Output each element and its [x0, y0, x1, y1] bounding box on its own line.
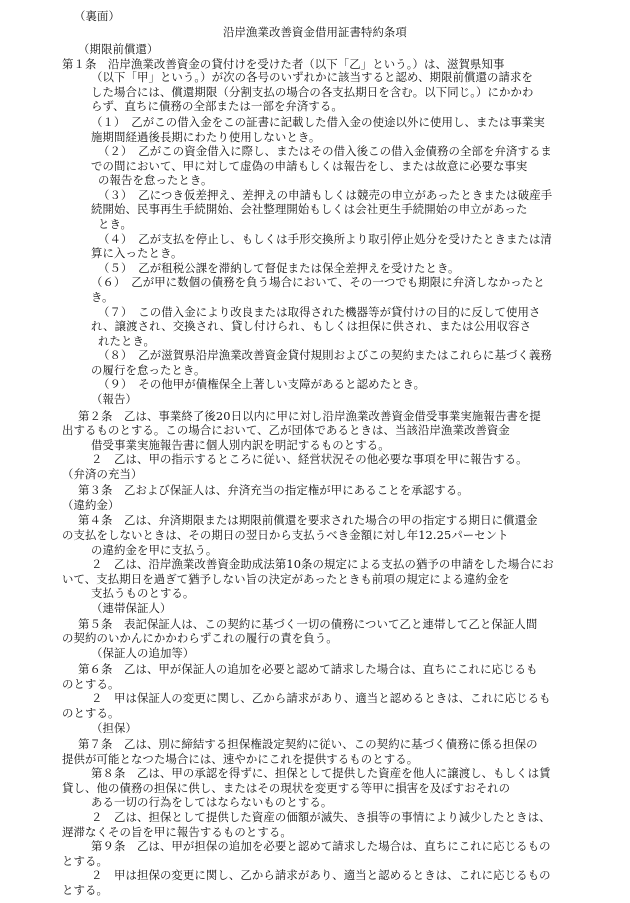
text-line: での間において、甲に対して虚偽の申請もしくは報告をし、または故意に必要な事実 [91, 158, 528, 173]
text-line: の報告を怠ったとき。 [98, 173, 213, 188]
text-line: した場合には、償還期限（分割支払の場合の各支払期日を含む。以下同じ。）にかかわ [91, 84, 534, 99]
text-line: （５） 乙が租税公課を滞納して督促または保全差押えを受けたとき。 [98, 260, 460, 275]
text-line: （６） 乙が甲に数個の債務を負う場合において、その一つでも期限に弁済しなかったと [91, 275, 545, 290]
text-line: 貸し、他の債務の担保に供し、またはその現状を変更する等甲に損害を及ぼすおそれの [62, 780, 511, 795]
text-line: 支払うものとする。 [91, 586, 195, 601]
text-line: 出するものとする。この場合において、乙が団体であるときは、当該沿岸漁業改善資金 [62, 423, 510, 438]
text-line: 遅滞なくその旨を甲に報告するものとする。 [62, 824, 292, 839]
text-line: （報告） [91, 392, 137, 406]
text-line: 算に入ったとき。 [91, 246, 183, 261]
text-line: 第８条 乙は、甲の承認を得ずに、担保として提供した資産を他人に譲渡し、もしくは賃 [91, 766, 551, 781]
text-line: とき。 [98, 217, 133, 231]
text-line: （１） 乙がこの借入金をこの証書に記載した借入金の使途以外に使用し、または事業実 [91, 114, 545, 129]
text-line: 第９条 乙は、甲が担保の追加を必要と認めて請求した場合は、直ちにこれに応じるもの [91, 839, 551, 854]
text-line: （２） 乙がこの資金借入に際し、またはその借入後この借入金債務の全部を弁済するま [98, 144, 552, 159]
text-line: （９） その他甲が債権保全上著しい支障があると認めたとき。 [98, 377, 426, 392]
text-line: のとする。 [62, 676, 120, 691]
text-line: （４） 乙が支払を停止し、もしくは手形交換所より取引停止処分を受けたときまたは清 [98, 231, 552, 246]
text-line: （担保） [91, 720, 137, 735]
text-line: （弁済の充当） [62, 466, 143, 481]
text-line: のとする。 [62, 706, 120, 721]
text-line: （連帯保証人） [91, 601, 172, 616]
text-line: ２ 甲は担保の変更に関し、乙から請求があり、適当と認めるときは、これに応じるもの [91, 868, 551, 883]
text-line: いて、支払期日を過ぎて猶予しない旨の決定があったときも前項の規定による違約金を [62, 571, 510, 586]
text-line: れたとき。 [98, 333, 155, 348]
text-line: 続開始、民事再生手続開始、会社整理開始もしくは会社更生手続開始の申立があった [91, 202, 528, 217]
text-line: ある一切の行為をしてはならないものとする。 [91, 795, 333, 810]
text-line: （３） 乙につき仮差押え、差押えの申請もしくは競売の申立があったときまたは破産手 [98, 187, 553, 202]
text-line: れ、譲渡され、交換され、貸し付けられ、もしくは担保に供され、または公用収容さ [91, 319, 532, 334]
text-line: 提供が可能となつた場合には、速やかにこれを提供するものとする。 [62, 751, 419, 766]
text-line: とする。 [62, 853, 108, 868]
text-line: （７） この借入金により改良または取得された機器等が貸付けの目的に反して使用さ [98, 304, 541, 319]
text-line: 第４条 乙は、弁済期限または期限前償還を要求された場合の甲の指定する期日に償還金 [78, 512, 538, 527]
text-line: （保証人の追加等） [91, 645, 195, 660]
text-line: 第１条 沿岸漁業改善資金の貸付けを受けた者（以下「乙」という。）は、滋賀県知事 [62, 56, 505, 71]
text-line: 施期間経過後長期にわたり使用しないとき。 [91, 129, 321, 144]
text-line: ２ 甲は保証人の変更に関し、乙から請求があり、適当と認めるときは、これに応じるも [91, 691, 551, 706]
text-line: らず、直ちに債務の全部または一部を弁済する。 [91, 99, 343, 114]
text-line: ２ 乙は、甲の指示するところに従い、経営状況その他必要な事項を甲に報告する。 [91, 452, 528, 467]
text-line: 借受事業実施報告書に個人別内訳を明記するものとする。 [91, 437, 390, 452]
back-side-label: （裏面） [74, 9, 120, 23]
text-line: （違約金） [62, 497, 120, 512]
text-line: 第７条 乙は、別に締結する担保権設定契約に従い、この契約に基づく債務に係る担保の [78, 737, 538, 752]
text-line: の履行を怠ったとき。 [91, 362, 206, 377]
text-line: 第６条 乙は、甲が保証人の追加を必要と認めて請求した場合は、直ちにこれに応じるも [78, 662, 538, 677]
text-line: の契約のいかんにかかわらずこれの履行の責を負う。 [62, 631, 338, 646]
text-line: 第３条 乙および保証人は、弁済充当の指定権が甲にあることを承認する。 [78, 483, 469, 498]
text-line: ２ 乙は、担保として提供した資産の価額が滅失、き損等の事情により減少したときは、 [91, 810, 551, 825]
text-line: とする。 [62, 883, 108, 897]
text-line: （８） 乙が滋賀県沿岸漁業改善資金貸付規則およびこの契約またはこれらに基づく義務 [98, 348, 552, 363]
text-line: ２ 乙は、沿岸漁業改善資金助成法第10条の規定による支払の猶予の申請をした場合にお [91, 557, 554, 572]
document-title: 沿岸漁業改善資金借用証書特約条項 [223, 25, 407, 39]
text-line: （以下「甲」という。）が次の各号のいずれかに該当すると認め、期限前償還の請求を [91, 70, 533, 85]
text-line: 第２条 乙は、事業終了後20日以内に甲に対し沿岸漁業改善資金借受事業実施報告書を提 [78, 408, 541, 423]
text-line: き。 [91, 289, 114, 304]
text-line: 第５条 表記保証人は、この契約に基づく一切の債務について乙と連帯して乙と保証人間 [78, 616, 538, 631]
text-line: の違約金を甲に支払う。 [91, 542, 218, 557]
text-line: の支払をしないときは、その期日の翌日から支払うべき金額に対し年12.25パーセント [62, 528, 509, 543]
text-line: （期限前償還） [78, 42, 159, 56]
